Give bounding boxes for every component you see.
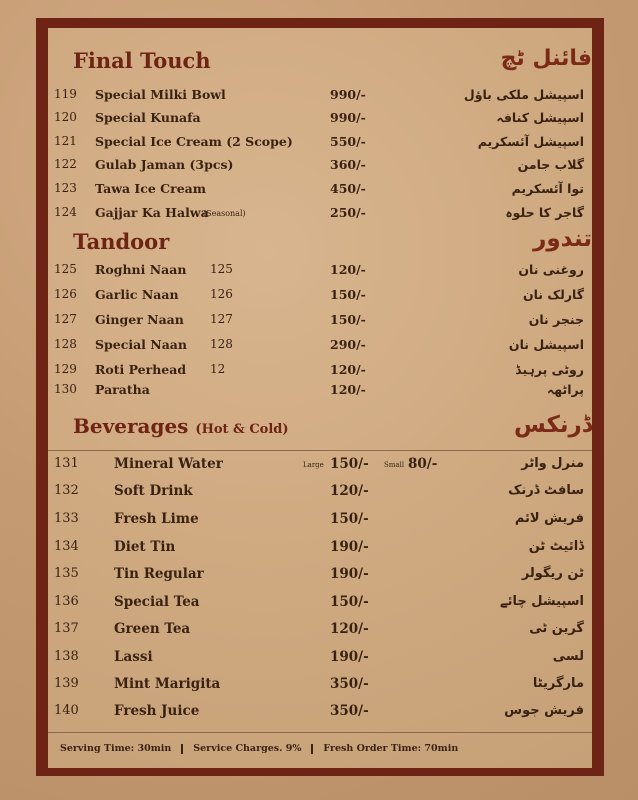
- item-name: Fresh Juice: [114, 703, 200, 719]
- item-urdu-name: اسپیشل ملکی باؤل: [463, 87, 584, 102]
- item-number: 122: [54, 157, 77, 171]
- item-urdu-name: اسپیشل آئسکریم: [477, 134, 584, 149]
- menu-item-row: [48, 456, 592, 478]
- item-code: 128: [210, 337, 233, 351]
- item-price: 350/-: [330, 676, 369, 692]
- item-number: 128: [54, 337, 77, 351]
- menu-item-row: [48, 87, 592, 107]
- item-price: 120/-: [330, 483, 369, 499]
- menu-item-row: [48, 621, 592, 643]
- item-name: Special Kunafa: [95, 110, 201, 125]
- item-urdu-name: لسی: [552, 649, 584, 664]
- menu-item-row: [48, 110, 592, 130]
- item-name: Soft Drink: [114, 483, 193, 499]
- item-price: 350/-: [330, 703, 369, 719]
- item-urdu-name: روٹی پرہیڈ: [515, 362, 584, 377]
- section-title-tandoor: Tandoor: [73, 229, 170, 254]
- item-number: 129: [54, 362, 77, 376]
- item-price: 150/-: [330, 511, 369, 527]
- item-urdu-name: گلاب جامن: [517, 157, 584, 172]
- item-price: 450/-: [330, 181, 366, 196]
- footer-info: [60, 743, 458, 754]
- item-urdu-name: توا آئسکریم: [511, 181, 584, 196]
- item-price: 250/-: [330, 205, 366, 220]
- menu-item-row: [48, 483, 592, 505]
- item-number: 137: [54, 621, 79, 636]
- fresh-order-time: Fresh Order Time: 70min: [323, 743, 459, 754]
- item-name: Gulab Jaman (3pcs): [95, 157, 234, 172]
- menu-item-row: [48, 262, 592, 282]
- item-code: 127: [210, 312, 233, 326]
- beverages-subtitle: (Hot & Cold): [195, 422, 289, 437]
- item-urdu-name: گارلک نان: [522, 287, 584, 302]
- item-urdu-name: اسپیشل چائے: [500, 594, 584, 609]
- item-price: 120/-: [330, 362, 366, 377]
- item-note: (Seasonal): [203, 209, 246, 218]
- serving-time: Serving Time: 30min: [60, 743, 172, 754]
- item-urdu-name: ڈائیٹ ٹن: [528, 539, 584, 554]
- menu-item-row: [48, 382, 592, 402]
- item-price: 150/-: [330, 594, 369, 610]
- item-name: Special Ice Cream (2 Scope): [95, 134, 293, 149]
- menu-item-row: [48, 312, 592, 332]
- beverages-divider: [48, 450, 592, 451]
- item-name: Roghni Naan: [95, 262, 187, 277]
- menu-item-row: [48, 649, 592, 671]
- item-name: Garlic Naan: [95, 287, 179, 302]
- item-urdu-name: سافٹ ڈرنک: [508, 483, 584, 498]
- menu-item-row: [48, 511, 592, 533]
- item-name: Lassi: [114, 649, 153, 665]
- item-number: 125: [54, 262, 77, 276]
- item-name: Gajjar Ka Halwa: [95, 205, 209, 220]
- item-urdu-name: فریش جوس: [504, 703, 584, 718]
- item-code: 125: [210, 262, 233, 276]
- item-name: Green Tea: [114, 621, 191, 637]
- section-title-final-touch: Final Touch: [73, 48, 211, 73]
- item-name: Special Naan: [95, 337, 187, 352]
- size-label-small: Small: [384, 461, 405, 469]
- menu-item-row: [48, 134, 592, 154]
- size-label-large: Large: [303, 461, 324, 469]
- item-number: 132: [54, 483, 79, 498]
- item-number: 119: [54, 87, 77, 101]
- footer-divider: [48, 732, 592, 733]
- item-small-price: 80/-: [408, 456, 438, 472]
- item-price: 990/-: [330, 87, 366, 102]
- item-number: 136: [54, 594, 79, 609]
- menu-item-row: [48, 337, 592, 357]
- item-urdu-name: جنجر نان: [528, 312, 584, 327]
- item-price: 150/-: [330, 312, 366, 327]
- item-price: 150/-: [330, 456, 369, 472]
- menu-item-row: [48, 566, 592, 588]
- footer-separator: [311, 744, 313, 754]
- menu-item-row: [48, 287, 592, 307]
- menu-item-row: [48, 205, 592, 225]
- item-number: 138: [54, 649, 79, 664]
- item-number: 133: [54, 511, 79, 526]
- section-urdu-title-beverages: ڈرنکس: [513, 412, 592, 438]
- item-name: Special Milki Bowl: [95, 87, 226, 102]
- item-name: Ginger Naan: [95, 312, 184, 327]
- item-urdu-name: گرین ٹی: [529, 621, 584, 636]
- item-number: 134: [54, 539, 79, 554]
- item-urdu-name: گاجر کا حلوہ: [505, 205, 584, 220]
- item-urdu-name: ٹن ریگولر: [521, 566, 584, 581]
- item-price: 550/-: [330, 134, 366, 149]
- menu-item-row: [48, 703, 592, 725]
- item-name: Mint Marigita: [114, 676, 221, 692]
- item-name: Fresh Lime: [114, 511, 199, 527]
- item-number: 126: [54, 287, 77, 301]
- item-name: Tawa Ice Cream: [95, 181, 206, 196]
- item-number: 140: [54, 703, 79, 718]
- menu-item-row: [48, 362, 592, 382]
- item-urdu-name: اسپیشل کنافہ: [496, 110, 584, 125]
- item-urdu-name: مارگریٹا: [532, 676, 584, 691]
- item-number: 135: [54, 566, 79, 581]
- item-price: 120/-: [330, 382, 366, 397]
- item-name: Tin Regular: [114, 566, 204, 582]
- menu-item-row: [48, 676, 592, 698]
- item-number: 120: [54, 110, 77, 124]
- item-name: Diet Tin: [114, 539, 176, 555]
- footer-separator: [181, 744, 183, 754]
- item-code: 12: [210, 362, 226, 376]
- item-name: Paratha: [95, 382, 150, 397]
- item-price: 190/-: [330, 566, 369, 582]
- item-price: 190/-: [330, 649, 369, 665]
- item-number: 124: [54, 205, 77, 219]
- item-urdu-name: فریش لائم: [514, 511, 584, 526]
- item-price: 190/-: [330, 539, 369, 555]
- item-name: Mineral Water: [114, 456, 223, 472]
- item-number: 139: [54, 676, 79, 691]
- item-number: 121: [54, 134, 77, 148]
- item-price: 120/-: [330, 621, 369, 637]
- item-number: 127: [54, 312, 77, 326]
- item-number: 123: [54, 181, 77, 195]
- item-urdu-name: پراٹھہ: [546, 382, 584, 397]
- item-price: 990/-: [330, 110, 366, 125]
- item-price: 290/-: [330, 337, 366, 352]
- item-name: Special Tea: [114, 594, 200, 610]
- section-urdu-title-final-touch: فائنل ٹچ: [500, 46, 592, 71]
- item-number: 130: [54, 382, 77, 396]
- item-code: 126: [210, 287, 233, 301]
- menu-item-row: [48, 157, 592, 177]
- menu-item-row: [48, 594, 592, 616]
- item-number: 131: [54, 456, 79, 471]
- service-charges: Service Charges. 9%: [193, 743, 302, 754]
- menu-item-row: [48, 539, 592, 561]
- item-name: Roti Perhead: [95, 362, 187, 377]
- item-price: 360/-: [330, 157, 366, 172]
- item-price: 120/-: [330, 262, 366, 277]
- item-urdu-name: روغنی نان: [518, 262, 584, 277]
- item-urdu-name: منرل واٹر: [521, 456, 584, 471]
- beverages-title: Beverages: [73, 414, 189, 438]
- section-title-beverages: [73, 414, 289, 438]
- section-urdu-title-tandoor: تندور: [533, 226, 592, 252]
- menu-item-row: [48, 181, 592, 201]
- item-price: 150/-: [330, 287, 366, 302]
- item-urdu-name: اسپیشل نان: [508, 337, 584, 352]
